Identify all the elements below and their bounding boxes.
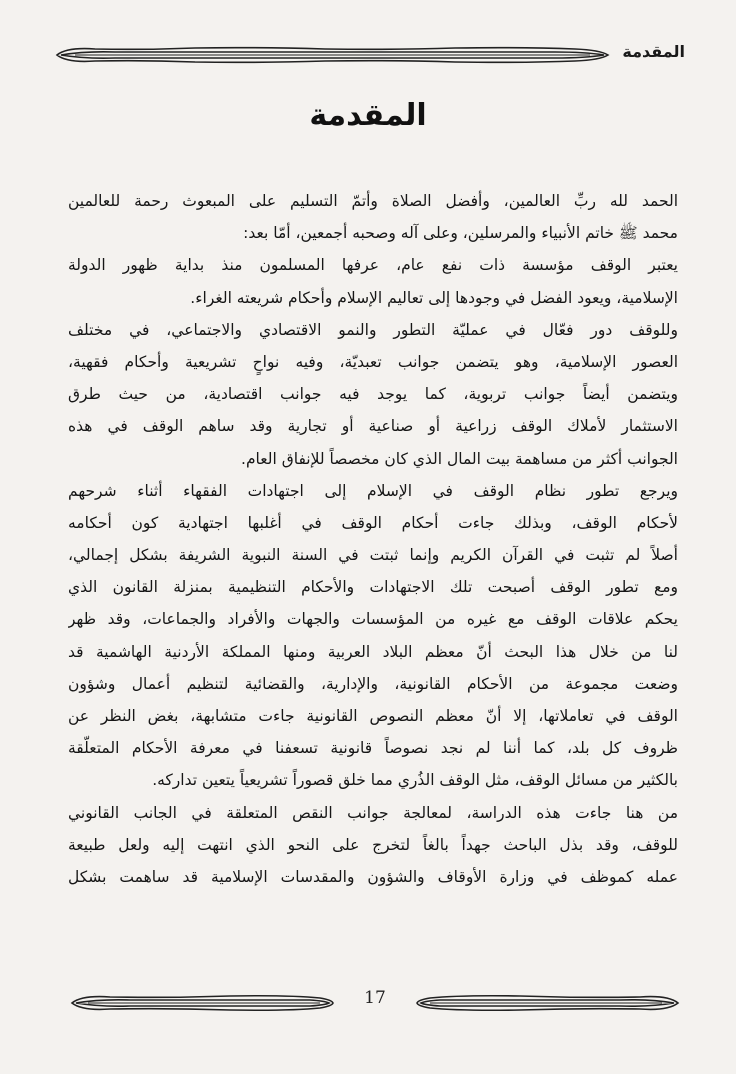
text-line: الحمد لله ربِّ العالمين، وأفضل الصلاة وأتمّ التسليم على المبعوث رحمة للعالمين	[68, 192, 678, 210]
chapter-title: المقدمة	[309, 98, 427, 133]
text-line: الإسلامية، ويعود الفضل في وجودها إلى تعاليم الإسلام وأحكام شريعته الغراء.	[190, 288, 678, 307]
text-line: ويرجع تطور نظام الوقف في الإسلام إلى اجتهادات الفقهاء أثناء شرحهم	[68, 481, 678, 500]
text-line: لأحكام الوقف، وبذلك جاءت أحكام الوقف في أغلبها اجتهادية كون أحكامه	[68, 513, 678, 532]
text-line: الوقف في تعاملاتها، إلا أنّ معظم النصوص القانونية جاءت متشابهة، بغض النظر عن	[68, 707, 678, 725]
text-line: لنا من خلال هذا البحث أنّ معظم البلاد العربية ومنها المملكة الأردنية الهاشمية قد	[68, 642, 678, 661]
text-line: وللوقف دور فعّال في عمليّة التطور والنمو الاقتصادي والاجتماعي، في مختلف	[68, 320, 678, 339]
text-line: ظروف كل بلد، كما أننا لم نجد نصوصاً قانونية تسعفنا في معرفة الأحكام المتعلّقة	[68, 739, 678, 758]
running-header-title: المقدمة	[622, 42, 685, 61]
text-line: العصور الإسلامية، وهو يتضمن جوانب تعبديّة، وفيه نواحٍ تشريعية وأحكام فقهية،	[68, 352, 678, 371]
page-footer	[70, 988, 680, 1018]
text-line: يعتبر الوقف مؤسسة ذات نفع عام، عرفها المسلمون منذ بداية ظهور الدولة	[68, 256, 678, 275]
text-line: عمله كموظف في وزارة الأوقاف والشؤون والمقدسات الإسلامية قد ساهمت بشكل	[68, 867, 678, 886]
text-line: ويتضمن أيضاً جوانب تربوية، كما يوجد فيه جوانب اقتصادية، من حيث طرق	[68, 385, 678, 404]
text-line: ومع تطور الوقف أصبحت تلك الاجتهادات والأحكام التنظيمية بمنزلة القانون الذي	[68, 578, 678, 597]
body-text	[68, 185, 678, 893]
text-line: يحكم علاقات الوقف مع غيره من المؤسسات والجهات والأفراد والجماعات، وقد ظهر	[68, 610, 678, 629]
text-line: أصلاً لم تثبت في القرآن الكريم وإنما ثبتت في السنة النبوية الشريفة بشكل إجمالي،	[68, 546, 678, 565]
text-line: الجوانب أكثر من مساهمة بيت المال الذي كان مخصصاً للإنفاق العام.	[241, 449, 678, 468]
page-number: 17	[364, 988, 386, 1008]
text-line: من هنا جاءت هذه الدراسة، لمعالجة جوانب النقص المتعلقة في الجانب القانوني	[68, 803, 678, 822]
header-ornament-divider	[55, 44, 610, 66]
footer-ornament-right	[415, 992, 680, 1014]
text-line: وضعت مجموعة من الأحكام القانونية، والإدارية، والقضائية لتنظيم أعمال وشؤون	[68, 674, 678, 693]
running-header	[55, 42, 685, 68]
text-line: بالكثير من مسائل الوقف، مثل الوقف الذُري مما خلق قصوراً تشريعياً يتعين تداركه.	[152, 771, 678, 790]
text-line: محمد ﷺ خاتم الأنبياء والمرسلين، وعلى آله وصحبه أجمعين، أمّا بعد:	[243, 224, 678, 243]
text-line: الاستثمار لأملاك الوقف زراعية أو صناعية أو تجارية وقد ساهم الوقف في هذه	[68, 417, 678, 436]
text-line: للوقف، وقد بذل الباحث جهداً بالغاً لتخرج على النحو الذي انتهت إليه ولعل طبيعة	[68, 835, 678, 854]
